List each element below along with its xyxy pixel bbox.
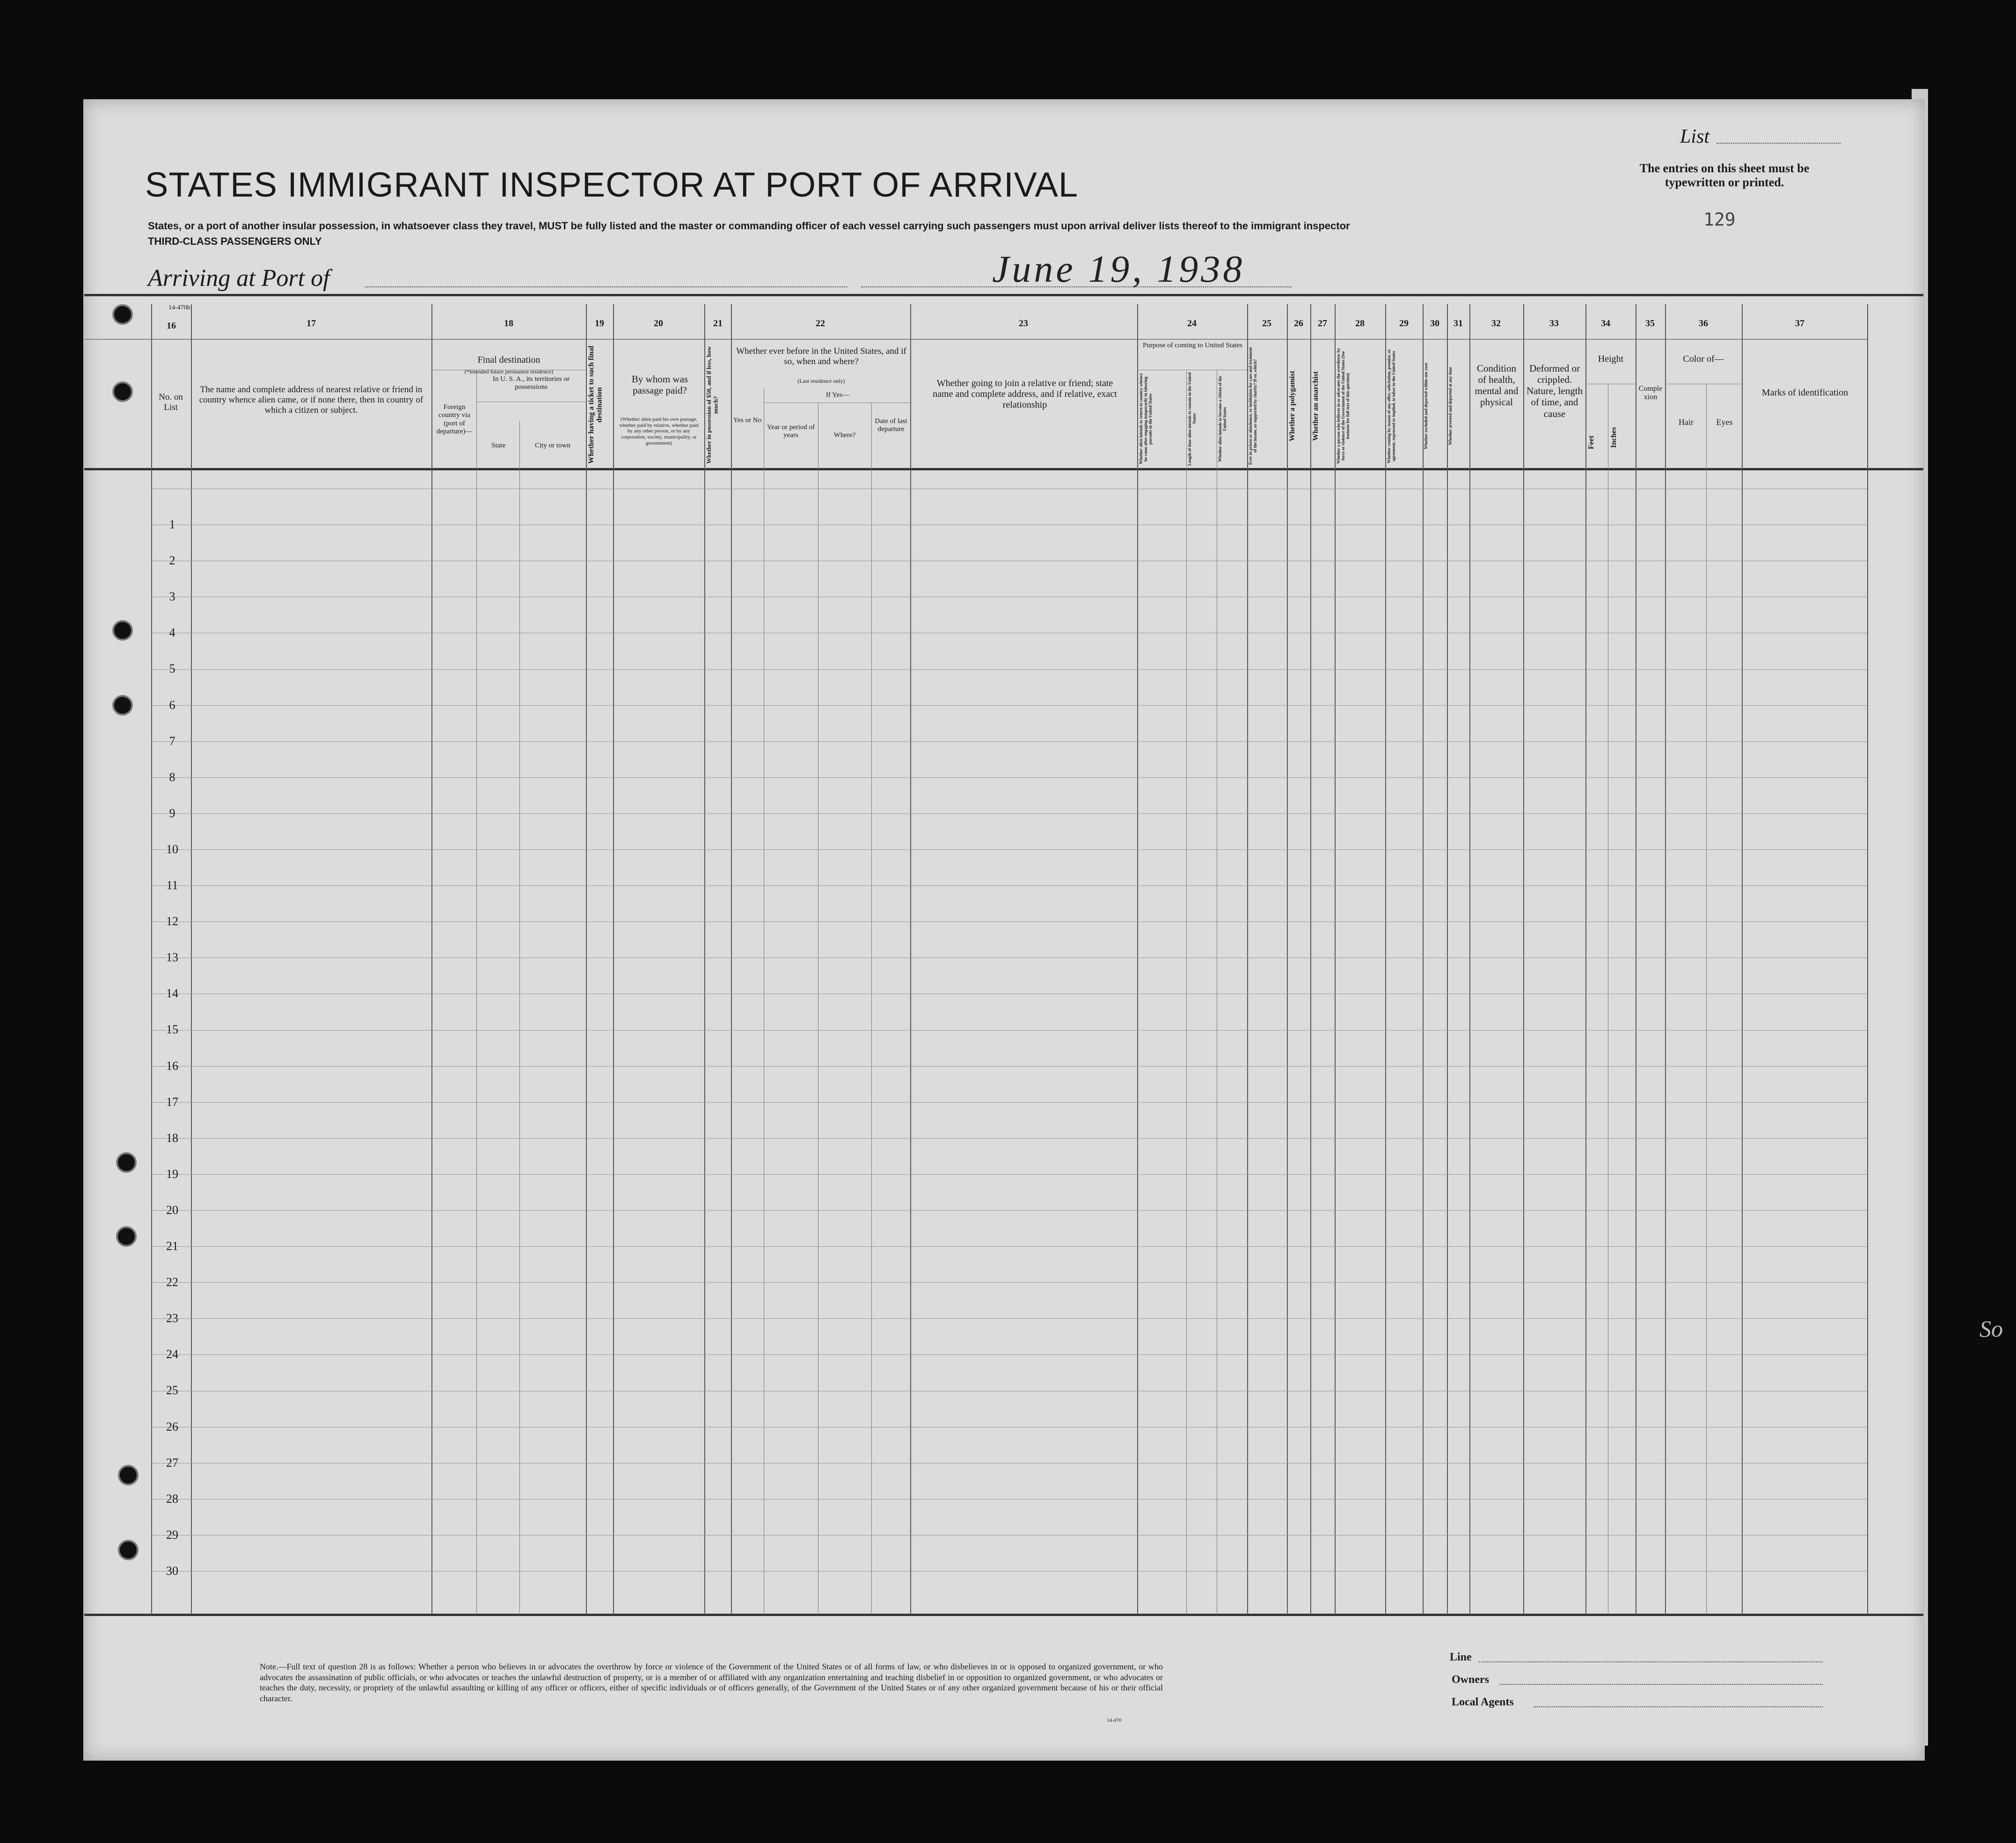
instructions-text: The entries on this sheet must be typewritten or printed. bbox=[1639, 161, 1810, 189]
col-line bbox=[151, 304, 152, 1615]
row-number: 11 bbox=[166, 878, 178, 892]
row-number: 5 bbox=[169, 662, 175, 675]
col-line bbox=[519, 421, 520, 1615]
footnote-question-28: Note.—Full text of question 28 is as follows: Whether a person who believes in or advocates the overthrow by force or violence of the Government of the United States or of all forms of law, or who disbelieves in or is opposed to organized government, or who advocates the assassination of public officials, or who advocates or teaches the unlawful destruction of property, or is a member of or affiliated with any organization entertaining and teaching disbelief in or opposition to organized government, or who advocates or teaches the duty, necessity, or propriety of the unlawful assaulting or killing of any officer or officers, either of specific individuals or of officers generally, of the Government of the United States or of any other organized government because of his or their official character. bbox=[260, 1662, 1163, 1703]
class-note: THIRD-CLASS PASSENGERS ONLY bbox=[148, 235, 322, 247]
col-line bbox=[586, 304, 587, 1615]
col-line bbox=[1742, 304, 1743, 1615]
punch-hole bbox=[112, 695, 133, 716]
col-37-label: Marks of identification bbox=[1761, 388, 1848, 398]
margin-mark: So bbox=[1979, 1316, 2003, 1342]
col-line bbox=[1137, 304, 1138, 1615]
col-num-25: 25 bbox=[1262, 318, 1271, 329]
local-agents-blank bbox=[1534, 1706, 1823, 1707]
col-num-20: 20 bbox=[654, 318, 663, 329]
row-rule bbox=[151, 1210, 1867, 1211]
col-line bbox=[476, 370, 477, 1615]
row-number: 21 bbox=[166, 1239, 178, 1253]
col-34-feet: Feet bbox=[1587, 435, 1595, 449]
row-rule bbox=[151, 1030, 1867, 1031]
col-num-29: 29 bbox=[1399, 318, 1409, 329]
row-rule bbox=[151, 813, 1867, 814]
owners-blank bbox=[1500, 1684, 1823, 1685]
col-18-city: City or town bbox=[535, 442, 570, 449]
col-18-foreign: Foreign country via (port of departure)— bbox=[436, 403, 473, 435]
row-number: 4 bbox=[169, 626, 175, 639]
row-number: 16 bbox=[166, 1059, 178, 1073]
punch-hole bbox=[112, 381, 133, 402]
col-36-eyes: Eyes bbox=[1716, 417, 1733, 427]
row-rule bbox=[151, 1066, 1867, 1067]
col-22-period: Year or period of years bbox=[767, 424, 815, 439]
row-number: 13 bbox=[166, 951, 178, 964]
col-16-label: No. on List bbox=[159, 392, 183, 412]
row-rule bbox=[151, 1246, 1867, 1247]
col-line bbox=[1247, 304, 1248, 1615]
arriving-label: Arriving at Port of bbox=[148, 265, 330, 292]
row-number: 19 bbox=[166, 1167, 178, 1181]
col-18-sub: (*Intended future permanent residence) bbox=[464, 368, 554, 375]
row-number: 9 bbox=[169, 806, 175, 820]
row-number: 8 bbox=[169, 770, 175, 784]
col-line bbox=[1585, 304, 1586, 1615]
col-num-31: 31 bbox=[1454, 318, 1463, 329]
col-line bbox=[1665, 304, 1666, 1615]
row-rule bbox=[151, 705, 1867, 706]
col-line bbox=[1447, 304, 1448, 1615]
col-36-label: Color of— bbox=[1683, 354, 1724, 364]
col-line bbox=[191, 304, 192, 1615]
col-num-33: 33 bbox=[1549, 318, 1559, 329]
form-code: 14-470b bbox=[168, 304, 190, 311]
col-line bbox=[731, 304, 732, 1615]
col-line bbox=[1706, 384, 1707, 1615]
table-bottom-border bbox=[84, 1614, 1923, 1616]
list-blank-line bbox=[1717, 143, 1841, 144]
table-top-border bbox=[84, 294, 1923, 296]
row-number: 3 bbox=[169, 590, 175, 603]
col-25-label: Ever in prison or almshouse, or institution for care and treatment of the insane, or supported by charity? If so, which? bbox=[1248, 347, 1257, 465]
row-number: 15 bbox=[166, 1023, 178, 1036]
row-number: 27 bbox=[166, 1456, 178, 1470]
col-24-label: Purpose of coming to United States bbox=[1143, 342, 1242, 349]
col-line bbox=[704, 304, 705, 1615]
row-number: 1 bbox=[169, 518, 175, 531]
row-number: 24 bbox=[166, 1347, 178, 1361]
punch-hole bbox=[116, 1226, 137, 1247]
row-rule bbox=[151, 1354, 1867, 1355]
row-number: 23 bbox=[166, 1311, 178, 1325]
row-number: 26 bbox=[166, 1420, 178, 1433]
col-34-inches: Inches bbox=[1610, 427, 1618, 448]
col-23-label: Whether going to join a relative or friend; state name and complete address, and if relative, exact relationship bbox=[933, 378, 1117, 410]
col-num-22: 22 bbox=[816, 318, 825, 329]
col-33-label: Deformed or crippled. Nature, length of time, and cause bbox=[1526, 363, 1583, 419]
col-34-label: Height bbox=[1598, 354, 1624, 364]
header-bottom-border bbox=[84, 468, 1923, 470]
col-num-27: 27 bbox=[1318, 318, 1327, 329]
subtitle-text: States, or a port of another insular possession, in whatsoever class they travel, MUST be fully listed and the master or commanding officer of each vessel carrying such passengers must upon arrival deliver lists thereof to the immigrant inspector bbox=[148, 220, 1350, 232]
col-18-usa: In U. S. A., its territories or possessions bbox=[492, 375, 570, 391]
footer-form-code: 14-470 bbox=[1107, 1718, 1122, 1723]
col-22-where: Where? bbox=[833, 431, 856, 439]
row-number: 2 bbox=[169, 554, 175, 567]
subheader-line bbox=[764, 402, 910, 403]
punch-hole bbox=[118, 1465, 139, 1485]
col-19-label: Whether having a ticket to such final destination bbox=[587, 345, 604, 464]
row-number: 30 bbox=[166, 1564, 178, 1578]
col-27-label: Whether an anarchist bbox=[1312, 371, 1320, 441]
punch-hole bbox=[112, 304, 133, 325]
col-num-32: 32 bbox=[1491, 318, 1501, 329]
col-22-yes-no: Yes or No bbox=[733, 417, 762, 424]
handwritten-date: June 19, 1938 bbox=[992, 248, 1245, 290]
row-number: 17 bbox=[166, 1095, 178, 1109]
row-rule bbox=[151, 777, 1867, 778]
row-rule bbox=[151, 741, 1867, 742]
col-num-34: 34 bbox=[1601, 318, 1610, 329]
col-num-36: 36 bbox=[1699, 318, 1708, 329]
col-24-b: Length of time alien intends to remain in the United States bbox=[1187, 372, 1197, 466]
row-rule bbox=[151, 1174, 1867, 1175]
col-line bbox=[1287, 304, 1288, 1615]
line-blank bbox=[1479, 1661, 1823, 1662]
col-num-30: 30 bbox=[1430, 318, 1439, 329]
page-title: STATES IMMIGRANT INSPECTOR AT PORT OF ARRIVAL bbox=[145, 165, 1079, 204]
row-number: 22 bbox=[166, 1275, 178, 1289]
col-20-label: By whom was passage paid? bbox=[631, 373, 688, 396]
col-num-21: 21 bbox=[713, 318, 723, 329]
col-24-c: Whether alien intends to become a citizen of the United States bbox=[1218, 376, 1227, 462]
punch-hole bbox=[118, 1540, 139, 1560]
row-rule bbox=[151, 669, 1867, 670]
col-line bbox=[871, 402, 872, 1615]
row-number: 25 bbox=[166, 1383, 178, 1397]
col-36-hair: Hair bbox=[1679, 417, 1694, 427]
col-num-18: 18 bbox=[504, 318, 513, 329]
col-num-28: 28 bbox=[1355, 318, 1365, 329]
col-21-label: Whether in possession of $50, and if less, how much? bbox=[705, 346, 719, 464]
col-35-label: Complexion bbox=[1638, 385, 1663, 402]
row-rule bbox=[151, 849, 1867, 850]
col-31-label: Whether arrested and deported at any time bbox=[1448, 367, 1453, 445]
form-sheet bbox=[83, 99, 1925, 1761]
row-number: 7 bbox=[169, 734, 175, 748]
row-number: 6 bbox=[169, 698, 175, 712]
col-22-date: Date of last departure bbox=[875, 417, 907, 433]
owners-label: Owners bbox=[1452, 1674, 1489, 1686]
col-num-24: 24 bbox=[1187, 318, 1197, 329]
row-number: 18 bbox=[166, 1131, 178, 1145]
row-rule bbox=[151, 1102, 1867, 1103]
row-rule bbox=[151, 1571, 1867, 1572]
row-rule bbox=[151, 1318, 1867, 1319]
row-number: 28 bbox=[166, 1492, 178, 1506]
col-22-label: Whether ever before in the United States, and if so, when and where? bbox=[736, 346, 906, 366]
col-30-label: Whether excluded and deported within one year bbox=[1424, 362, 1428, 450]
row-number: 14 bbox=[166, 987, 178, 1000]
col-28-label: Whether a person who believes in or advocates the overthrow by force or violence of the Government of the United States (See footnote for full text of this question) bbox=[1336, 348, 1350, 464]
col-num-17: 17 bbox=[307, 318, 316, 329]
col-24-a: Whether alien intends to return to country whence he came after engaging temporarily in laboring pursuits in the United States bbox=[1139, 373, 1153, 465]
col-29-label: Whether coming by reason of any offer, solicitation, promise, or agreement, expressed or implied, to labor in the United States bbox=[1387, 349, 1396, 463]
col-32-label: Condition of health, mental and physical bbox=[1475, 363, 1519, 408]
col-num-26: 26 bbox=[1294, 318, 1303, 329]
row-rule bbox=[151, 1535, 1867, 1536]
col-line bbox=[431, 304, 432, 1615]
col-line bbox=[1423, 304, 1424, 1615]
col-num-16: 16 bbox=[167, 321, 176, 331]
sheet-number: 129 bbox=[1703, 209, 1736, 230]
col-26-label: Whether a polygamist bbox=[1288, 371, 1296, 441]
col-num-37: 37 bbox=[1795, 318, 1804, 329]
port-blank-line bbox=[365, 286, 847, 287]
list-label: List bbox=[1680, 126, 1710, 147]
column-number-divider bbox=[84, 339, 1867, 340]
row-rule bbox=[151, 1138, 1867, 1139]
col-18-label: Final destination bbox=[477, 355, 541, 365]
col-line bbox=[1310, 304, 1311, 1615]
row-rule bbox=[151, 1282, 1867, 1283]
row-number: 20 bbox=[166, 1203, 178, 1217]
col-line bbox=[1523, 304, 1524, 1615]
col-line bbox=[1335, 304, 1336, 1615]
punch-hole bbox=[112, 620, 133, 641]
col-line bbox=[1469, 304, 1470, 1615]
row-rule bbox=[151, 885, 1867, 886]
col-22-sub: (Last residence only) bbox=[797, 378, 845, 384]
line-label: Line bbox=[1450, 1651, 1472, 1663]
local-agents-label: Local Agents bbox=[1452, 1696, 1514, 1708]
col-18-state: State bbox=[491, 442, 505, 449]
punch-hole bbox=[116, 1152, 137, 1173]
col-line bbox=[1385, 304, 1386, 1615]
col-num-19: 19 bbox=[595, 318, 604, 329]
row-number: 29 bbox=[166, 1528, 178, 1542]
col-line bbox=[1186, 370, 1187, 1615]
col-line bbox=[613, 304, 614, 1615]
col-20-sub: (Whether alien paid his own passage, whether paid by relative, whether paid by any other person, or by any corporation, society, municipality, or government) bbox=[619, 417, 699, 446]
col-num-23: 23 bbox=[1019, 318, 1028, 329]
row-number: 10 bbox=[166, 842, 178, 856]
col-line bbox=[910, 304, 911, 1615]
col-22-if-yes: If Yes— bbox=[825, 391, 849, 399]
row-number: 12 bbox=[166, 914, 178, 928]
col-num-35: 35 bbox=[1645, 318, 1655, 329]
col-17-label: The name and complete address of nearest relative or friend in country whence alien came, or if none there, then in country of which a citizen or subject. bbox=[199, 385, 424, 415]
col-line bbox=[1867, 304, 1868, 1615]
